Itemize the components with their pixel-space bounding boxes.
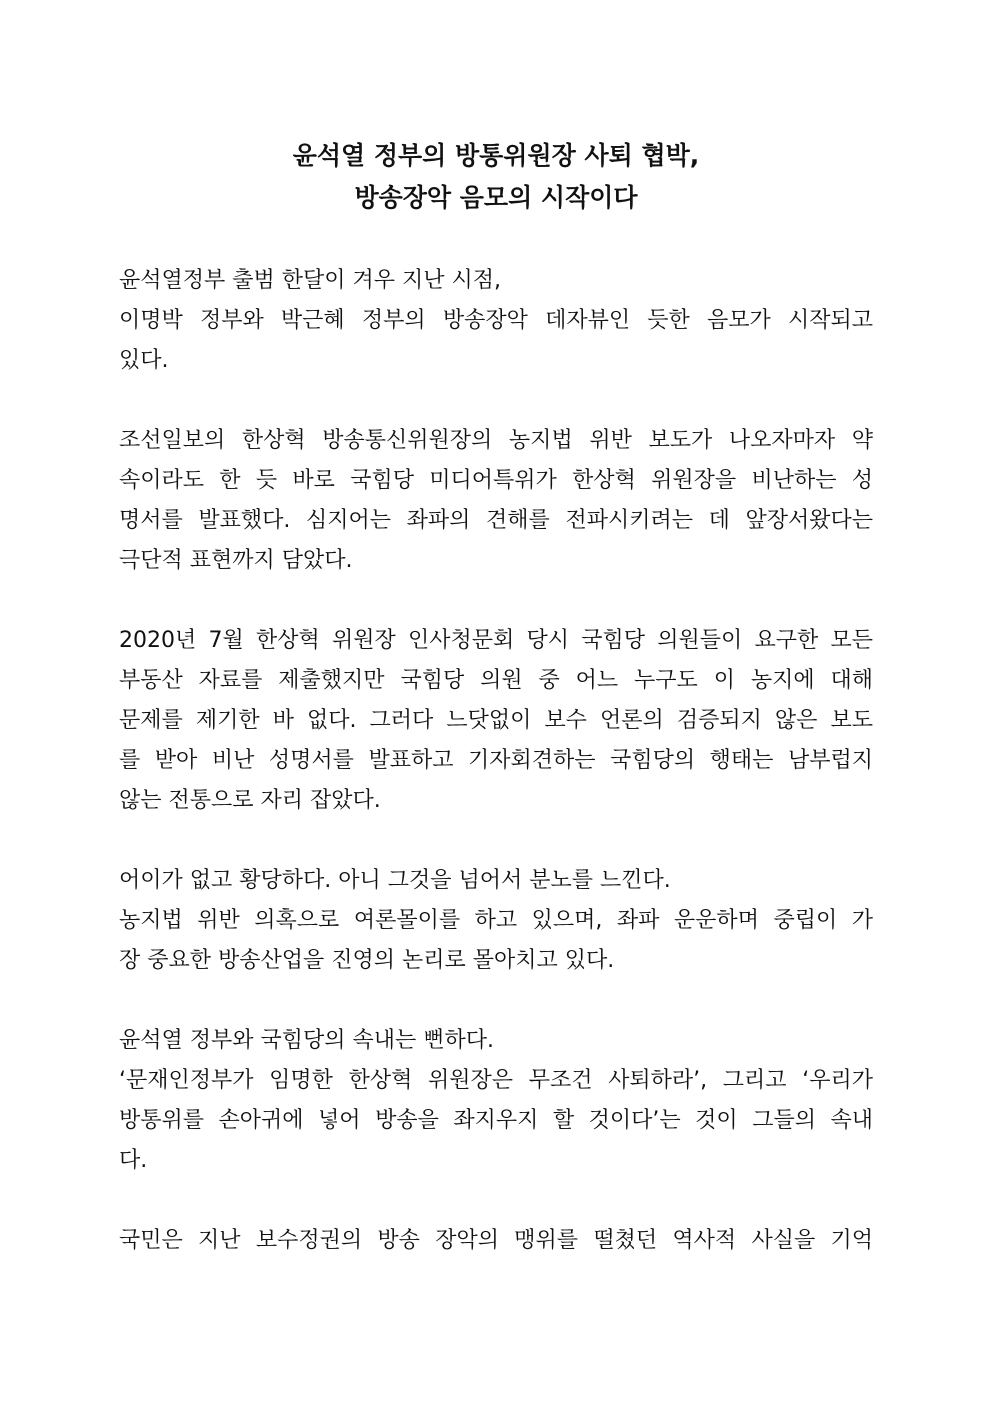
paragraph-gap [119,581,873,621]
document-title-line-1: 윤석열 정부의 방통위원장 사퇴 협박, [292,141,700,170]
text-line: 속이라도 한 듯 바로 국힘당 미디어특위가 한상혁 위원장을 비난하는 성 [119,468,873,493]
text-line: 윤석열 정부와 국힘당의 속내는 뻔하다. [119,1028,494,1053]
document-body [119,261,873,1261]
paragraph [119,261,873,381]
text-line: 장 중요한 방송산업을 진영의 논리로 몰아치고 있다. [119,948,615,973]
paragraph [119,421,873,581]
text-line: 있다. [119,348,169,373]
paragraph-gap [119,981,873,1021]
paragraph [119,621,873,821]
paragraph-gap [119,381,873,421]
text-line: 문제를 제기한 바 없다. 그러다 느닷없이 보수 언론의 검증되지 않은 보도 [119,708,873,733]
text-line: 농지법 위반 의혹으로 여론몰이를 하고 있으며, 좌파 운운하며 중립이 가 [119,908,873,933]
text-line: 다. [119,1148,148,1173]
text-line: 윤석열정부 출범 한달이 겨우 지난 시점, [119,268,501,293]
text-line: 방통위를 손아귀에 넣어 방송을 좌지우지 할 것이다’는 것이 그들의 속내 [119,1108,873,1133]
text-line: 이명박 정부와 박근혜 정부의 방송장악 데자뷰인 듯한 음모가 시작되고 [119,308,873,333]
text-line: 조선일보의 한상혁 방송통신위원장의 농지법 위반 보도가 나오자마자 약 [119,428,873,453]
paragraph-gap [119,1181,873,1221]
paragraph [119,1221,873,1261]
text-line: 않는 전통으로 자리 잡았다. [119,788,381,813]
paragraph-gap [119,821,873,861]
text-line: 부동산 자료를 제출했지만 국힘당 의원 중 어느 누구도 이 농지에 대해 [119,668,873,693]
text-line: 극단적 표현까지 담았다. [119,548,353,573]
text-line: 를 받아 비난 성명서를 발표하고 기자회견하는 국힘당의 행태는 남부럽지 [119,748,873,773]
document-title-line-2: 방송장악 음모의 시작이다 [354,183,638,212]
text-line: 어이가 없고 황당하다. 아니 그것을 넘어서 분노를 느낀다. [119,868,671,893]
paragraph [119,861,873,981]
text-line: 명서를 발표했다. 심지어는 좌파의 견해를 전파시키려는 데 앞장서왔다는 [119,508,873,533]
text-line: 국민은 지난 보수정권의 방송 장악의 맹위를 떨쳤던 역사적 사실을 기억 [119,1228,873,1253]
text-line: ‘문재인정부가 임명한 한상혁 위원장은 무조건 사퇴하라’, 그리고 ‘우리가 [119,1068,873,1093]
paragraph [119,1021,873,1181]
text-line: 2020년 7월 한상혁 위원장 인사청문회 당시 국힘당 의원들이 요구한 모든 [119,628,873,653]
